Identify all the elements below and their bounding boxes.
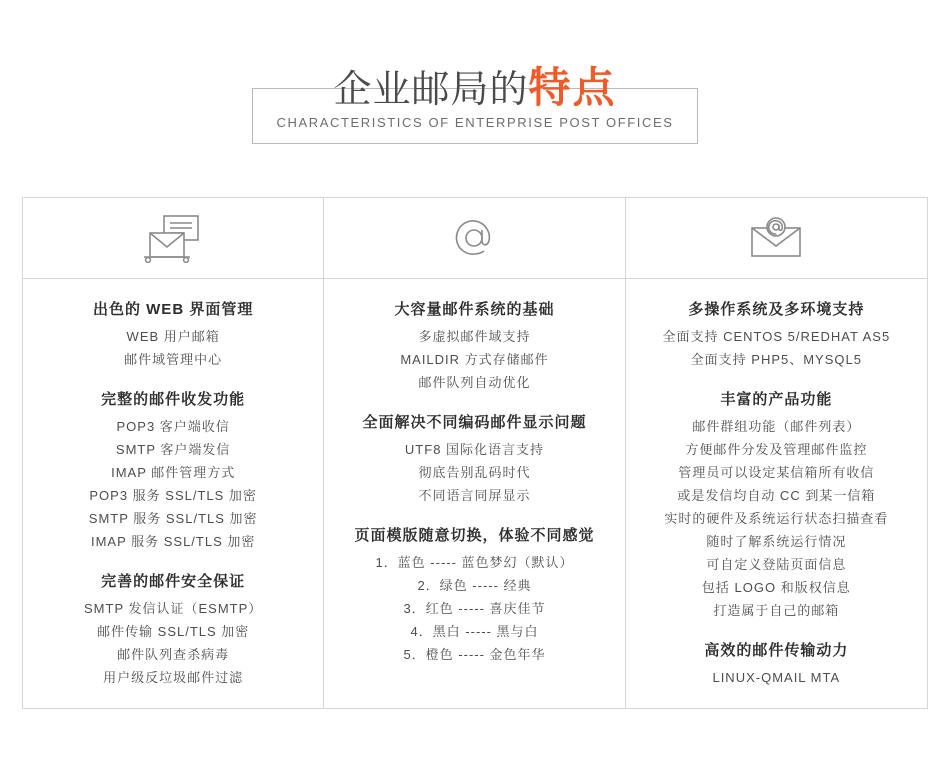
at-sign-icon xyxy=(324,198,624,279)
feature-item: 实时的硬件及系统运行状态扫描查看 xyxy=(664,511,889,526)
feature-item: 邮件队列自动优化 xyxy=(418,375,531,390)
feature-item: 不同语言同屏显示 xyxy=(418,488,531,503)
feature-item: 彻底告别乱码时代 xyxy=(418,465,531,480)
feature-item: 多虚拟邮件域支持 xyxy=(418,329,531,344)
feature-group xyxy=(336,297,612,394)
feature-item: POP3 客户端收信 xyxy=(116,419,230,434)
page-header xyxy=(0,0,950,180)
page-subtitle: CHARACTERISTICS OF ENTERPRISE POST OFFICES xyxy=(276,115,674,130)
feature-group-title: 多操作系统及多环境支持 xyxy=(688,301,865,318)
feature-item: 打造属于自己的邮箱 xyxy=(713,603,840,618)
feature-group-title: 出色的 WEB 界面管理 xyxy=(92,301,254,318)
feature-item: WEB 用户邮箱 xyxy=(126,329,220,344)
envelope-at-icon xyxy=(626,198,927,279)
feature-item: 3．红色 ----- 喜庆佳节 xyxy=(403,601,546,616)
feature-item: 邮件群组功能（邮件列表） xyxy=(692,419,861,434)
feature-group-title: 高效的邮件传输动力 xyxy=(704,642,849,659)
feature-item: IMAP 服务 SSL/TLS 加密 xyxy=(90,534,256,549)
feature-item: IMAP 邮件管理方式 xyxy=(111,465,236,480)
feature-item: 随时了解系统运行情况 xyxy=(706,534,847,549)
feature-item: POP3 服务 SSL/TLS 加密 xyxy=(89,488,257,503)
feature-group xyxy=(35,569,311,689)
feature-item: SMTP 服务 SSL/TLS 加密 xyxy=(88,511,258,526)
feature-item: 全面支持 PHP5、MYSQL5 xyxy=(690,352,862,367)
features-table xyxy=(22,197,928,709)
page-title-prefix: 企业邮局的 xyxy=(333,69,529,111)
feature-item: UTF8 国际化语言支持 xyxy=(404,442,545,457)
feature-column-1-body xyxy=(23,279,323,708)
feature-group xyxy=(35,297,311,371)
feature-item: SMTP 发信认证（ESMTP） xyxy=(84,601,263,616)
feature-group-title: 全面解决不同编码邮件显示问题 xyxy=(362,414,587,431)
feature-item: 或是发信均自动 CC 到某一信箱 xyxy=(677,488,876,503)
feature-item: 4．黑白 ----- 黑与白 xyxy=(410,624,539,639)
feature-column-2-body xyxy=(324,279,624,708)
feature-group xyxy=(336,523,612,666)
feature-item: 5．橙色 ----- 金色年华 xyxy=(403,647,546,662)
feature-item: 方便邮件分发及管理邮件监控 xyxy=(685,442,868,457)
feature-item: 包括 LOGO 和版权信息 xyxy=(701,580,851,595)
page-title xyxy=(0,60,950,118)
feature-item: MAILDIR 方式存储邮件 xyxy=(400,352,549,367)
feature-group-title: 丰富的产品功能 xyxy=(720,391,833,408)
feature-column-2 xyxy=(324,198,625,708)
feature-item: 2．绿色 ----- 经典 xyxy=(417,578,532,593)
feature-group xyxy=(638,297,915,371)
feature-group-title: 大容量邮件系统的基础 xyxy=(394,301,555,318)
feature-group-title: 完整的邮件收发功能 xyxy=(101,391,246,408)
feature-group-title: 完善的邮件安全保证 xyxy=(101,573,246,590)
feature-group xyxy=(638,387,915,622)
feature-item: 1．蓝色 ----- 蓝色梦幻（默认） xyxy=(375,555,574,570)
feature-column-1 xyxy=(23,198,324,708)
feature-item: 邮件队列查杀病毒 xyxy=(117,647,230,662)
feature-column-3-body xyxy=(626,279,927,708)
mail-interface-icon xyxy=(23,198,323,279)
page-title-accent: 特点 xyxy=(528,64,617,111)
feature-item: 可自定义登陆页面信息 xyxy=(706,557,847,572)
feature-item: 全面支持 CENTOS 5/REDHAT AS5 xyxy=(662,329,891,344)
feature-group-title: 页面模版随意切换，体验不同感觉 xyxy=(354,527,595,544)
feature-item: SMTP 客户端发信 xyxy=(115,442,231,457)
feature-item: 管理员可以设定某信箱所有收信 xyxy=(678,465,875,480)
feature-group xyxy=(336,410,612,507)
feature-item: 邮件域管理中心 xyxy=(124,352,223,367)
feature-item: 邮件传输 SSL/TLS 加密 xyxy=(97,624,250,639)
feature-group xyxy=(35,387,311,553)
feature-column-3 xyxy=(626,198,927,708)
feature-item: LINUX-QMAIL MTA xyxy=(712,670,841,685)
feature-group xyxy=(638,638,915,689)
feature-item: 用户级反垃圾邮件过滤 xyxy=(103,670,244,685)
